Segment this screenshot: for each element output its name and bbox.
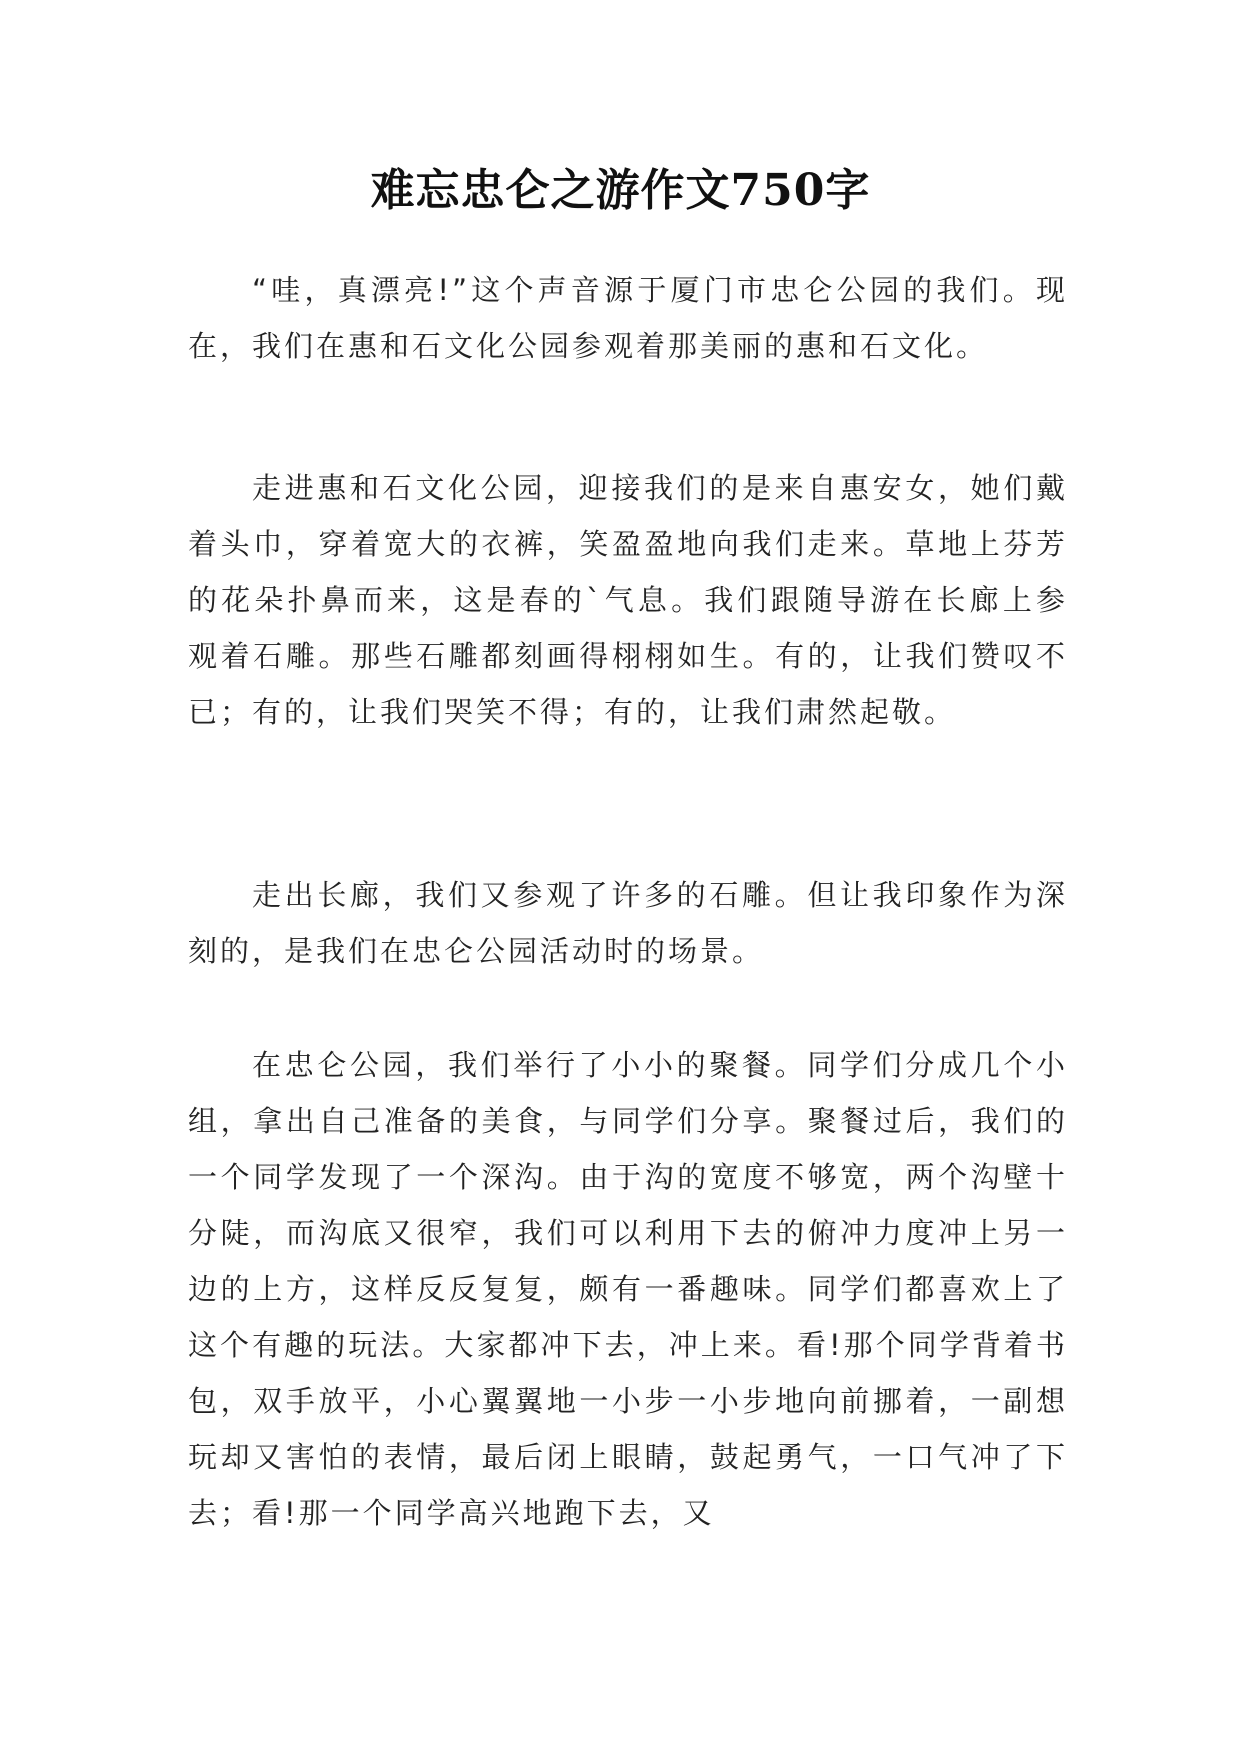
paragraph-3: 走出长廊，我们又参观了许多的石雕。但让我印象作为深刻的，是我们在忠仑公园活动时的场景。: [188, 878, 1068, 968]
paragraph-2: 走进惠和石文化公园，迎接我们的是来自惠安女，她们戴着头巾，穿着宽大的衣裤，笑盈盈地向我们走来。草地上芬芳的花朵扑鼻而来，这是春的`气息。我们跟随导游在长廊上参观着石雕。那些石雕都刻画得栩栩如生。有的，让我们赞叹不已；有的，让我们哭笑不得；有的，让我们肃然起敬。: [188, 471, 1068, 729]
paragraph-4: 在忠仑公园，我们举行了小小的聚餐。同学们分成几个小组，拿出自己准备的美食，与同学们分享。聚餐过后，我们的一个同学发现了一个深沟。由于沟的宽度不够宽，两个沟壁十分陡，而沟底又很窄，我们可以利用下去的俯冲力度冲上另一边的上方，这样反反复复，颇有一番趣味。同学们都喜欢上了这个有趣的玩法。大家都冲下去，冲上来。看!那个同学背着书包，双手放平，小心翼翼地一小步一小步地向前挪着，一副想玩却又害怕的表情，最后闭上眼睛，鼓起勇气，一口气冲了下去；看!那一个同学高兴地跑下去，又: [188, 1048, 1068, 1530]
page-title: 难忘忠仑之游作文750字: [370, 165, 871, 216]
paragraph-1: “哇，真漂亮!”这个声音源于厦门市忠仑公园的我们。现在，我们在惠和石文化公园参观着那美丽的惠和石文化。: [188, 273, 1068, 363]
